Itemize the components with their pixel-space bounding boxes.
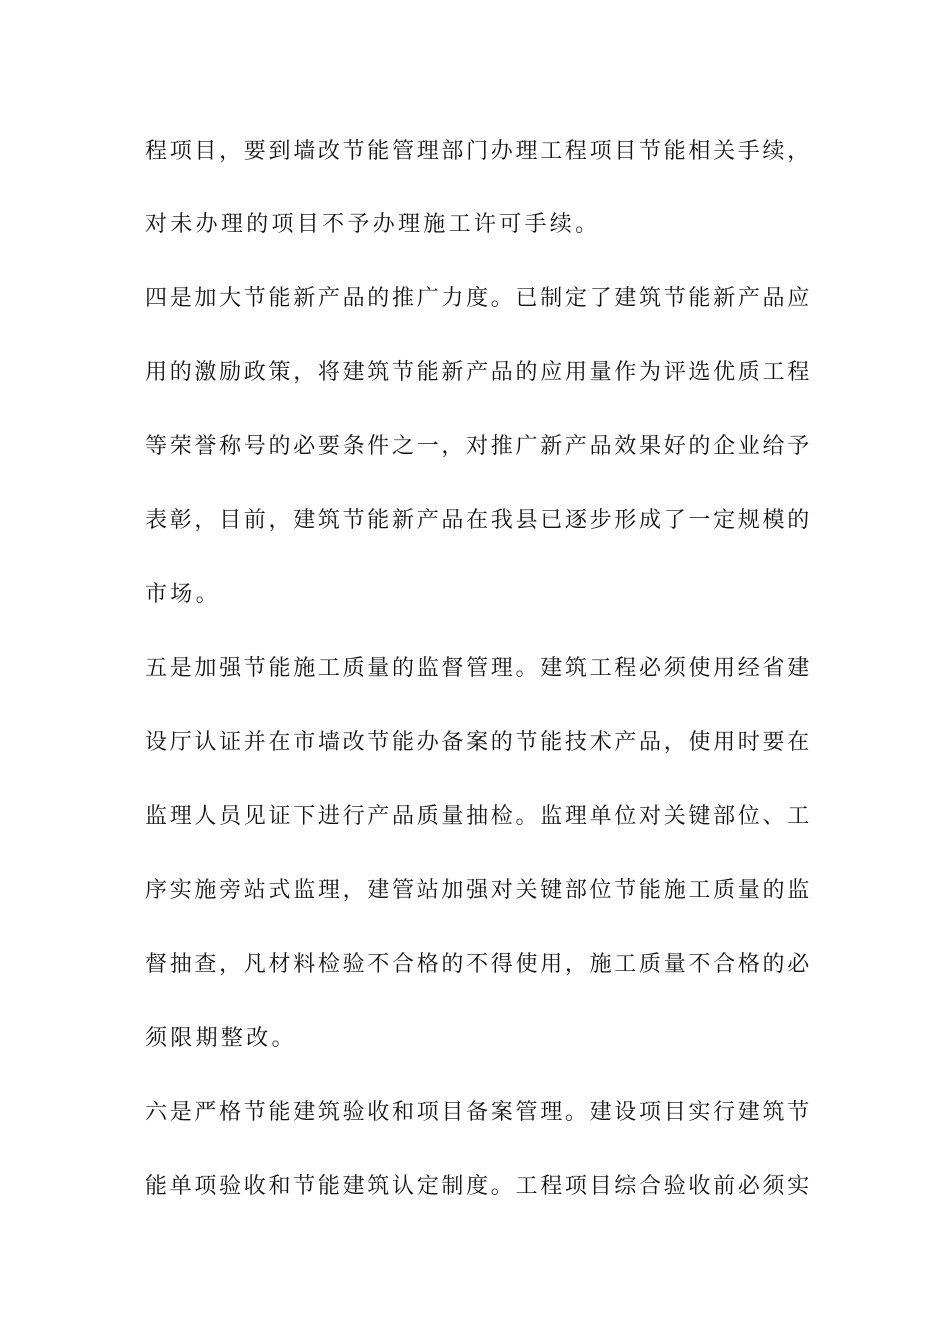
text-line: 须限期整改。 xyxy=(145,1026,297,1051)
text-line: 四是加大节能新产品的推广力度。已制定了建筑节能新产品应 xyxy=(145,286,812,311)
text-line: 对未办理的项目不予办理施工许可手续。 xyxy=(145,212,601,237)
text-line: 表彰，目前，建筑节能新产品在我县已逐步形成了一定规模的 xyxy=(145,508,812,533)
text-line: 等荣誉称号的必要条件之一，对推广新产品效果好的企业给予 xyxy=(145,434,812,459)
text-line: 督抽查，凡材料检验不合格的不得使用，施工质量不合格的必 xyxy=(145,952,812,977)
text-line: 设厅认证并在市墙改节能办备案的节能技术产品，使用时要在 xyxy=(145,730,812,755)
text-line: 能单项验收和节能建筑认定制度。工程项目综合验收前必须实 xyxy=(145,1174,812,1199)
text-line: 五是加强节能施工质量的监督管理。建筑工程必须使用经省建 xyxy=(145,656,812,681)
text-line: 用的激励政策，将建筑节能新产品的应用量作为评选优质工程 xyxy=(145,360,812,385)
text-line: 程项目，要到墙改节能管理部门办理工程项目节能相关手续， xyxy=(145,139,812,164)
text-line: 监理人员见证下进行产品质量抽检。监理单位对关键部位、工 xyxy=(145,804,812,829)
text-line: 市场。 xyxy=(145,582,221,607)
text-line: 六是严格节能建筑验收和项目备案管理。建设项目实行建筑节 xyxy=(145,1100,812,1125)
text-line: 序实施旁站式监理，建管站加强对关键部位节能施工质量的监 xyxy=(145,878,812,903)
